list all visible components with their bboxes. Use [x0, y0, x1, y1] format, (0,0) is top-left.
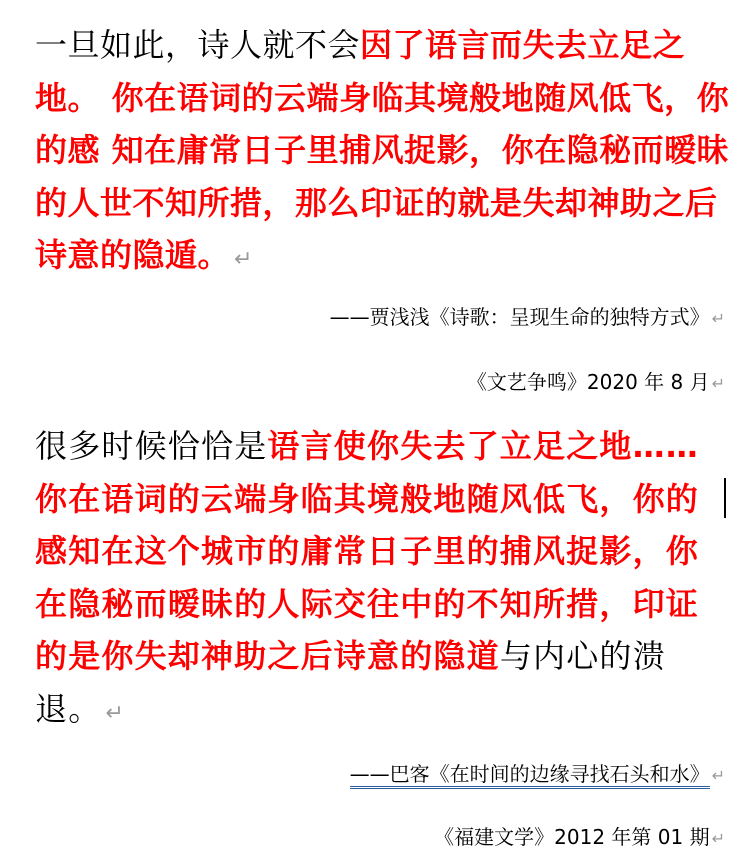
citation-1-source	[467, 368, 725, 398]
citation-2-author-text: ——巴客《在时间的边缘寻找石头和水》	[350, 762, 710, 789]
citation-1-author	[330, 303, 725, 333]
paragraph-2-tail: 与内心的溃退。	[35, 637, 666, 728]
citation-2-source-text: 《福建文学》2012 年第 01 期	[434, 825, 710, 849]
citation-1-author-text: ——贾浅浅《诗歌：呈现生命的独特方式》	[329, 305, 710, 329]
paragraph-2-lead: 很多时候恰恰是	[35, 427, 268, 465]
paragraph-mark-icon: ↵	[711, 829, 725, 848]
paragraph-mark-icon: ↵	[711, 766, 725, 785]
paragraph-mark-icon: ↵	[234, 247, 253, 272]
citation-2-author	[350, 760, 725, 790]
citation-1-source-text: 《文艺争鸣》2020 年 8 月	[466, 370, 710, 394]
paragraph-1-lead: 一旦如此，诗人就不会	[35, 26, 361, 64]
paragraph-2-highlight: 语言使你失去了立足之地……你在语词的云端身临其境般地随风低飞，你的感知在这个城市的庸常日子里的捕风捉影，你在隐秘而暧昧的人际交往中的不知所措，印证的是你失却神助之后诗意的隐道	[35, 427, 700, 675]
paragraph-mark-icon: ↵	[711, 309, 725, 328]
citation-2-source	[434, 823, 725, 853]
paragraph-mark-icon: ↵	[711, 374, 725, 393]
paragraph-mark-icon: ↵	[105, 700, 126, 726]
paragraph-2	[35, 420, 730, 740]
paragraph-1-highlight: 因了语言而失去立足之地。 你在语词的云端身临其境般地随风低飞，你的感 知在庸常日子里捕风捉影，你在隐秘而暧昧的人世不知所措，那么印证的就是失却神助之后诗意的隐遁。	[35, 26, 730, 274]
paragraph-1	[35, 19, 730, 287]
text-cursor	[724, 478, 726, 518]
